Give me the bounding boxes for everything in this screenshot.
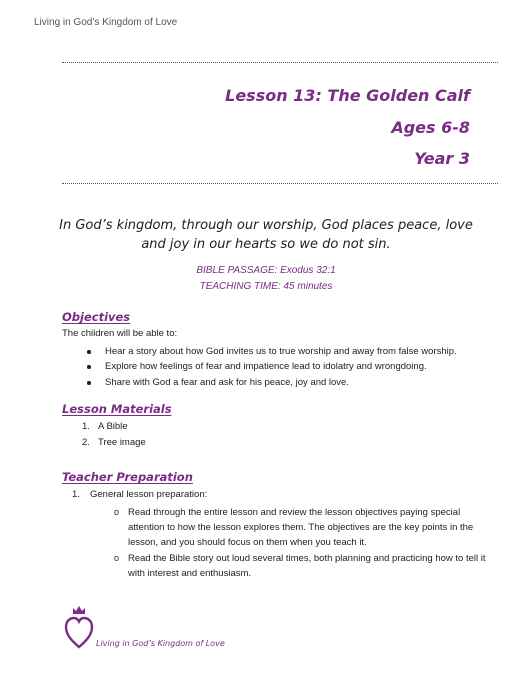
theme-statement: In God’s kingdom, through our worship, God places peace, love and joy in our hearts so we do not sin. <box>59 218 473 252</box>
material-text: Tree image <box>98 437 146 448</box>
lesson-ages: Ages 6-8 <box>391 118 470 137</box>
preparation-sub-item: o Read through the entire lesson and review the lesson objectives paying special attention to how the lesson explores them. The objectives are the key points in the lesson, and you should focus on them when you teach it. <box>114 507 474 548</box>
running-header: Living in God’s Kingdom of Love <box>34 17 178 28</box>
bullet-icon <box>87 350 91 354</box>
top-divider <box>62 62 498 63</box>
material-item <box>82 421 128 432</box>
footer-title: Living in God’s Kingdom of Love <box>96 639 225 648</box>
title-divider <box>62 183 498 184</box>
preparation-heading: Teacher Preparation <box>62 470 193 484</box>
circle-bullet-icon: o <box>114 553 120 563</box>
bible-passage: BIBLE PASSAGE: Exodus 32:1 <box>196 265 336 276</box>
bullet-icon <box>87 381 91 385</box>
material-number: 2. <box>82 437 90 448</box>
lesson-title: Lesson 13: The Golden Calf <box>225 86 470 105</box>
material-text: A Bible <box>98 421 128 432</box>
material-item <box>82 437 146 448</box>
objectives-intro: The children will be able to: <box>62 328 178 339</box>
material-number: 1. <box>82 421 90 432</box>
circle-bullet-icon: o <box>114 507 120 517</box>
crown-heart-logo-icon <box>64 605 94 651</box>
teaching-time: TEACHING TIME: 45 minutes <box>199 281 333 292</box>
objectives-heading: Objectives <box>62 310 131 324</box>
bullet-icon <box>87 365 91 369</box>
materials-heading: Lesson Materials <box>62 402 172 416</box>
preparation-number: 1. <box>72 489 80 500</box>
preparation-text: General lesson preparation: <box>90 489 208 500</box>
preparation-item <box>72 489 208 500</box>
preparation-sub-item: o Read the Bible story out loud several times, both planning and practicing how to tell it with interest and enthusiasm. <box>114 553 486 579</box>
lesson-year: Year 3 <box>414 149 470 168</box>
